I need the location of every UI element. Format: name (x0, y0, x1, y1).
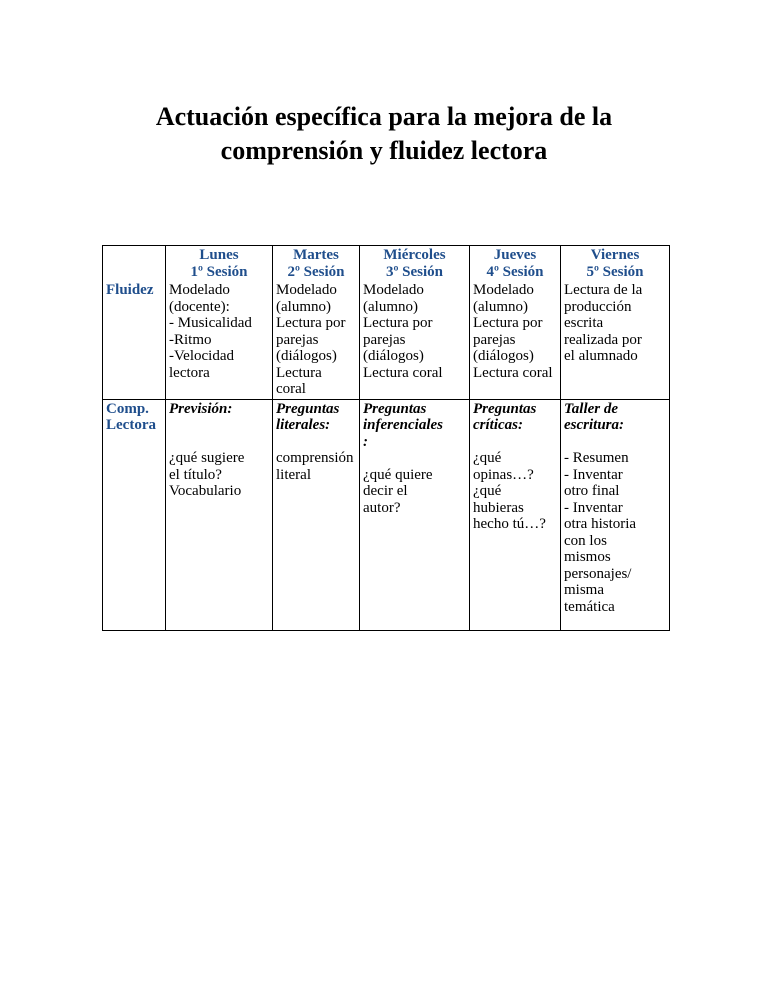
cell-text: personajes/ (564, 565, 632, 582)
table-cell (360, 399, 470, 630)
cell-heading: : (363, 433, 368, 450)
cell-text (169, 434, 269, 451)
cell-text: (diálogos) (276, 348, 337, 364)
cell-text: parejas (363, 331, 406, 348)
cell-text: - Inventar (564, 499, 623, 516)
header-miercoles (360, 246, 470, 282)
cell-text: (diálogos) (473, 348, 534, 364)
cell-heading (169, 417, 269, 434)
page-title (0, 100, 768, 168)
session-label: 2º Sesión (287, 263, 345, 280)
cell-text: (diálogos) (363, 348, 424, 364)
cell-heading: Preguntas (473, 400, 537, 417)
cell-heading: críticas: (473, 417, 523, 433)
header-row (103, 246, 670, 282)
session-label: 4º Sesión (486, 263, 544, 280)
cell-text: hecho tú…? (473, 516, 546, 532)
table-cell (360, 281, 470, 399)
cell-text: realizada por (564, 331, 642, 348)
cell-text: otro final (564, 483, 620, 499)
header-jueves (470, 246, 561, 282)
row-label-line: Lectora (106, 417, 156, 433)
cell-text: - Resumen (564, 450, 629, 466)
table-cell (561, 281, 670, 399)
table-cell (561, 399, 670, 630)
cell-text: Lectura por (276, 315, 346, 331)
cell-text: Lectura por (473, 315, 543, 331)
table-cell (273, 399, 360, 630)
cell-text: Lectura (276, 364, 322, 381)
cell-text: coral (276, 381, 306, 397)
cell-text: Lectura coral (363, 364, 443, 381)
cell-text: - Musicalidad (169, 315, 252, 331)
row-label-line: Comp. (106, 400, 149, 417)
cell-text (473, 434, 557, 451)
cell-text: otra historia (564, 516, 637, 532)
cell-text: Modelado (169, 282, 230, 298)
cell-text: Lectura de la (564, 282, 643, 298)
cell-text: ¿qué quiere (363, 466, 433, 483)
table-cell (166, 399, 273, 630)
cell-text: con los (564, 532, 607, 549)
cell-text: Lectura coral (473, 364, 553, 381)
schedule-table (102, 245, 670, 631)
row-label (103, 399, 166, 630)
row-label-line: Fluidez (106, 282, 154, 298)
row-fluidez (103, 281, 670, 399)
cell-text: lectora (169, 364, 210, 381)
cell-heading: escritura: (564, 417, 624, 433)
cell-text: Lectura por (363, 315, 433, 331)
row-comprension-lectora (103, 399, 670, 630)
header-martes (273, 246, 360, 282)
cell-text (363, 450, 466, 467)
row-label (103, 281, 166, 399)
cell-text: opinas…? (473, 466, 534, 483)
header-viernes (561, 246, 670, 282)
cell-text: mismos (564, 549, 611, 565)
day-label: Jueves (493, 247, 537, 263)
table-cell (273, 281, 360, 399)
cell-text: producción (564, 298, 632, 315)
cell-text: autor? (363, 499, 401, 516)
cell-text: - Inventar (564, 466, 623, 483)
cell-text: parejas (276, 331, 319, 348)
cell-text: el alumnado (564, 348, 638, 364)
cell-text: -Velocidad (169, 348, 234, 364)
cell-text: literal (276, 466, 311, 483)
cell-text: Modelado (363, 282, 424, 298)
cell-heading: Preguntas (363, 400, 427, 417)
day-label: Miércoles (383, 247, 446, 263)
table-cell (166, 281, 273, 399)
header-lunes (166, 246, 273, 282)
table-cell (470, 399, 561, 630)
cell-text: -Ritmo (169, 331, 212, 348)
session-label: 5º Sesión (586, 263, 644, 280)
cell-text: misma (564, 582, 604, 598)
cell-text: decir el (363, 483, 408, 499)
title-line: Actuación específica para la mejora de la (155, 102, 613, 131)
cell-text: parejas (473, 331, 516, 348)
cell-text: ¿qué (473, 483, 502, 499)
title-line: comprensión y fluidez lectora (220, 136, 548, 165)
cell-text: ¿qué sugiere (169, 450, 245, 466)
cell-text: Modelado (473, 282, 534, 298)
cell-heading: inferenciales (363, 417, 443, 433)
cell-text: (alumno) (473, 298, 528, 315)
cell-text: temática (564, 598, 615, 615)
day-label: Lunes (199, 247, 239, 263)
session-label: 1º Sesión (190, 263, 248, 280)
cell-text: ¿qué (473, 450, 502, 466)
cell-text: comprensión (276, 450, 354, 466)
cell-text: (alumno) (363, 298, 418, 315)
cell-text: el título? (169, 466, 222, 483)
session-label: 3º Sesión (385, 263, 444, 280)
cell-text: hubieras (473, 499, 524, 516)
cell-text: (alumno) (276, 298, 331, 315)
cell-text (564, 434, 666, 451)
cell-heading: literales: (276, 417, 331, 433)
day-label: Martes (293, 247, 339, 263)
corner-cell (103, 246, 166, 282)
cell-text (276, 434, 356, 451)
cell-text: escrita (564, 315, 604, 331)
cell-heading: Previsión: (169, 400, 233, 417)
day-label: Viernes (590, 247, 640, 263)
cell-text: Modelado (276, 282, 337, 298)
cell-text: Vocabulario (169, 483, 242, 499)
table-cell (470, 281, 561, 399)
cell-heading: Preguntas (276, 400, 340, 417)
cell-text: (docente): (169, 298, 230, 315)
cell-heading: Taller de (564, 400, 619, 417)
